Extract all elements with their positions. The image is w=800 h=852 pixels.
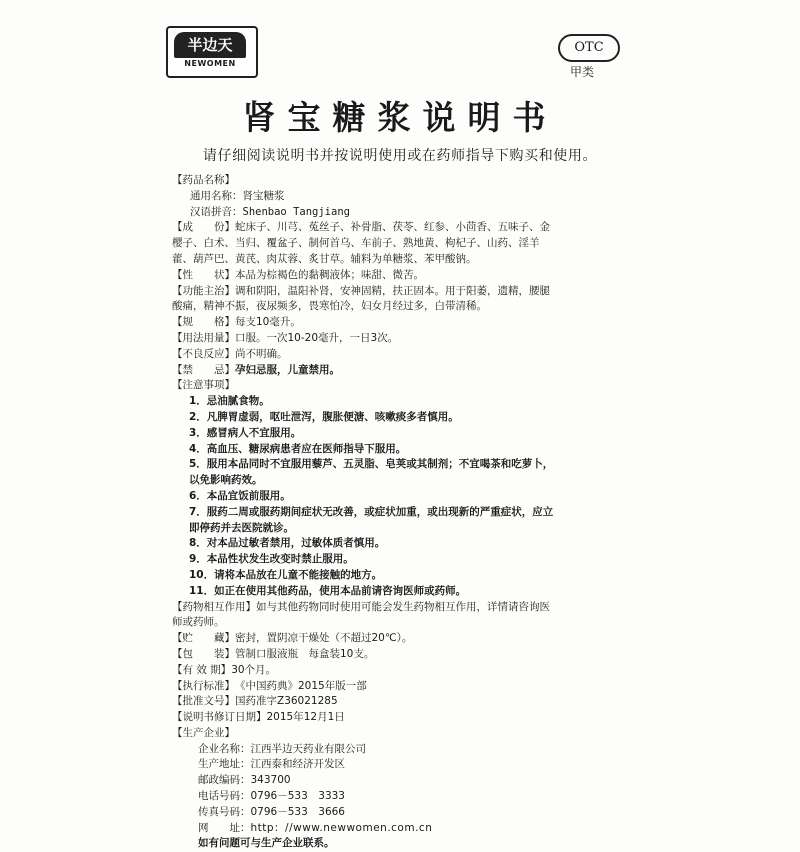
address-label: 生产地址：: [198, 758, 251, 771]
indications-line-1: 调和阴阳，温阳补肾，安神固精，扶正固本。用于阳萎，遗精，腰腿: [235, 284, 550, 297]
brand-logo: [166, 26, 258, 78]
usage-notice: 请仔细阅读说明书并按说明使用或在药师指导下购买和使用。: [202, 148, 598, 164]
standard-row: [172, 679, 612, 695]
postcode-row: [172, 773, 612, 789]
website-row: [172, 821, 612, 837]
company-name-value: 江西半边天药业有限公司: [250, 742, 366, 755]
interactions-line-2: 师或药师。: [172, 616, 225, 629]
fax-label: 传真号码：: [198, 805, 251, 818]
website-label: 网 址：: [198, 821, 251, 834]
precaution-item-6: 6．本品宜饭前服用。: [189, 489, 291, 502]
ingredients-line-1: 蛇床子、川芎、菟丝子、补骨脂、茯苓、红参、小茴香、五味子、金: [235, 221, 550, 234]
website-link[interactable]: http：//www.newwomen.com.cn: [250, 821, 433, 834]
ingredients-label: 【成 份】: [172, 221, 235, 234]
postcode-label: 邮政编码：: [198, 774, 251, 787]
interactions-row: [172, 600, 612, 616]
storage-label: 【贮 藏】: [172, 632, 235, 645]
contraindications-row: [172, 363, 612, 379]
adverse-reactions-label: 【不良反应】: [172, 347, 235, 360]
validity-label: 【有 效 期】: [172, 663, 232, 676]
specification-value: 每支10毫升。: [235, 316, 301, 329]
company-name-label: 企业名称：: [198, 742, 251, 755]
properties-row: [172, 268, 612, 284]
precaution-item-8: 8．对本品过敏者禁用，过敏体质者慎用。: [189, 537, 386, 550]
company-name-row: [172, 742, 612, 758]
approval-value: 国药准字Z36021285: [235, 695, 338, 708]
ingredients-line-3: 藿、葫芦巴、黄芪、肉苁蓉、炙甘草。辅料为单糖浆、苯甲酸钠。: [172, 252, 477, 265]
ingredients-line-2: 樱子、白术、当归、覆盆子、制何首乌、车前子、熟地黄、枸杞子、山药、淫羊: [172, 237, 540, 250]
contact-note: 如有问题可与生产企业联系。: [198, 837, 335, 850]
otc-class-label: 甲类: [570, 65, 595, 79]
properties-value: 本品为棕褐色的黏稠液体；味甜、微苦。: [235, 268, 424, 281]
validity-row: [172, 663, 612, 679]
fax-value: 0796－533 3666: [250, 805, 345, 818]
pinyin-label: 汉语拼音：: [190, 205, 243, 218]
precaution-item-4: 4．高血压、糖尿病患者应在医师指导下服用。: [189, 442, 407, 455]
precaution-item-10: 10．请将本品放在儿童不能接触的地方。: [189, 568, 383, 581]
dosage-value: 口服。一次10-20毫升，一日3次。: [235, 331, 399, 344]
fax-row: [172, 805, 612, 821]
standard-label: 【执行标准】: [172, 679, 235, 692]
precaution-item-5: 5．服用本品同时不宜服用藜芦、五灵脂、皂荚或其制剂；不宜喝茶和吃萝卜，: [189, 458, 554, 471]
precautions-header: 【注意事项】: [172, 379, 235, 392]
indications-row: [172, 284, 612, 300]
common-name-label: 通用名称：: [190, 189, 243, 202]
dosage-label: 【用法用量】: [172, 331, 235, 344]
adverse-reactions-row: [172, 347, 612, 363]
postcode-value: 343700: [250, 774, 291, 787]
common-name-value: 肾宝糖浆: [242, 189, 285, 202]
interactions-line-1: 如与其他药物同时使用可能会发生药物相互作用，详情请咨询医: [256, 600, 550, 613]
page-title: 肾宝糖浆说明书: [242, 98, 558, 137]
storage-value: 密封，置阴凉干燥处（不超过20℃）。: [235, 632, 413, 645]
revision-label: 【说明书修订日期】: [172, 711, 267, 724]
package-row: [172, 647, 612, 663]
indications-label: 【功能主治】: [172, 284, 235, 297]
interactions-label: 【药物相互作用】: [172, 600, 256, 613]
pinyin-value: Shenbao Tangjiang: [242, 205, 350, 218]
dosage-row: [172, 331, 612, 347]
brand-logo-en: NEWOMEN: [184, 59, 236, 68]
package-value: 管制口服液瓶 每盒装10支。: [235, 647, 375, 660]
package-label: 【包 装】: [172, 647, 235, 660]
revision-value: 2015年12月1日: [266, 711, 345, 724]
precaution-item-7-cont: 即停药并去医院就诊。: [189, 521, 294, 534]
leaflet-content: [172, 173, 612, 852]
properties-label: 【性 状】: [172, 268, 235, 281]
precaution-item-2: 2．凡脾胃虚弱，呕吐泄泻，腹胀便溏、咳嗽痰多者慎用。: [189, 410, 459, 423]
phone-value: 0796－533 3333: [250, 790, 345, 803]
common-name-row: [172, 189, 612, 205]
specification-label: 【规 格】: [172, 316, 235, 329]
contraindications-value: 孕妇忌服，儿童禁用。: [235, 363, 340, 376]
indications-line-2: 酸痛，精神不振，夜尿频多，畏寒怕冷，妇女月经过多，白带清稀。: [172, 300, 487, 313]
precaution-item-3: 3．感冒病人不宜服用。: [189, 426, 302, 439]
revision-row: [172, 710, 612, 726]
drug-name-header: 【药品名称】: [172, 174, 235, 186]
precaution-item-5-cont: 以免影响药效。: [189, 474, 263, 487]
otc-badge: OTC: [558, 34, 620, 62]
brand-logo-cn: 半边天: [174, 32, 246, 58]
validity-value: 30个月。: [231, 663, 277, 676]
ingredients-row: [172, 220, 612, 236]
phone-label: 电话号码：: [198, 790, 251, 803]
contraindications-label: 【禁 忌】: [172, 363, 235, 376]
specification-row: [172, 315, 612, 331]
address-row: [172, 757, 612, 773]
standard-value: 《中国药典》2015年版一部: [235, 679, 367, 692]
precaution-item-11: 11．如正在使用其他药品，使用本品前请咨询医师或药师。: [189, 584, 467, 597]
storage-row: [172, 631, 612, 647]
precaution-item-1: 1．忌油腻食物。: [189, 395, 270, 408]
adverse-reactions-value: 尚不明确。: [235, 347, 288, 360]
precaution-item-7: 7．服药二周或服药期间症状无改善，或症状加重，或出现新的严重症状，应立: [189, 505, 554, 518]
approval-label: 【批准文号】: [172, 695, 235, 708]
phone-row: [172, 789, 612, 805]
manufacturer-header: 【生产企业】: [172, 726, 235, 739]
pinyin-row: [172, 205, 612, 221]
approval-row: [172, 694, 612, 710]
address-value: 江西泰和经济开发区: [250, 758, 345, 771]
precaution-item-9: 9．本品性状发生改变时禁止服用。: [189, 553, 354, 566]
